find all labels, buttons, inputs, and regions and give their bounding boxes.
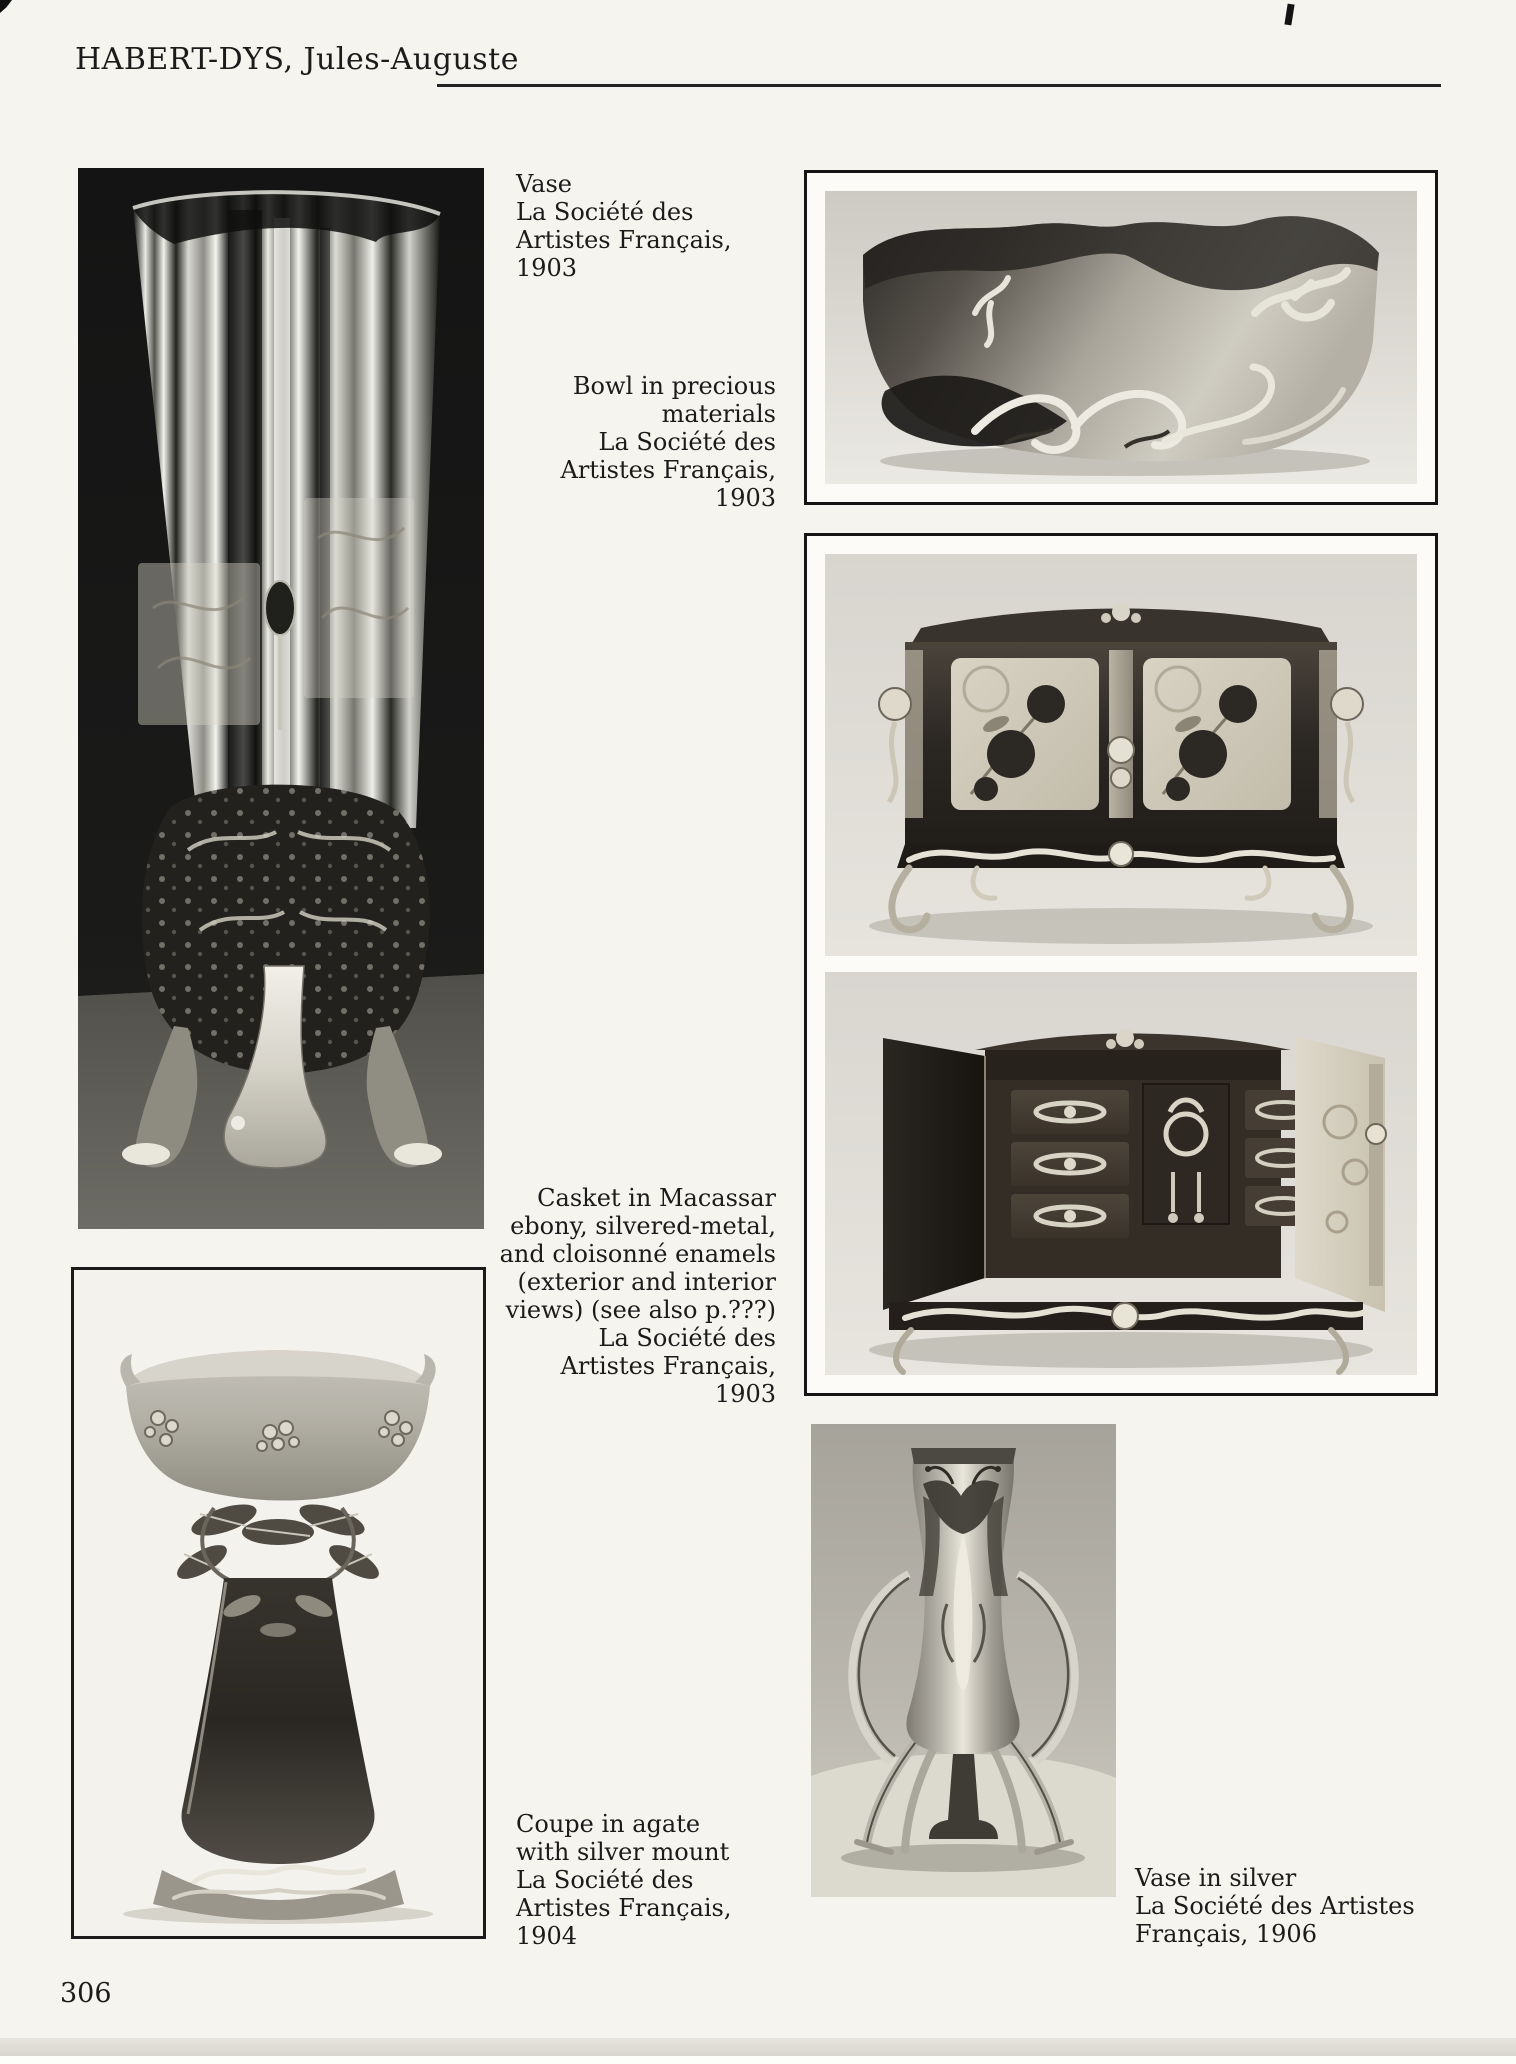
caption-line: La Société des <box>516 198 694 226</box>
caption-coupe <box>516 1810 786 1950</box>
caption-line: Casket in Macassar <box>537 1184 776 1212</box>
silver-vase-photo <box>811 1424 1116 1897</box>
bowl-photo-frame <box>804 170 1438 505</box>
coupe-photo <box>71 1267 486 1939</box>
caption-line: with silver mount <box>516 1838 730 1866</box>
caption-line: views) (see also p.???) <box>505 1296 776 1324</box>
caption-line: La Société des <box>598 428 776 456</box>
casket-photo-frame <box>804 533 1438 1396</box>
caption-line: Artistes Français, <box>516 1894 732 1922</box>
caption-vase <box>516 170 776 282</box>
scan-artifact-bottom-band <box>0 2038 1516 2056</box>
header-rule <box>437 84 1441 87</box>
caption-line: Artistes Français, <box>560 1352 776 1380</box>
casket-photo-stack <box>825 554 1417 1375</box>
caption-line: 1904 <box>516 1922 578 1950</box>
caption-line: materials <box>661 400 776 428</box>
casket-exterior-photo <box>825 554 1417 956</box>
caption-line: Artistes Français, <box>560 456 776 484</box>
caption-line: Français, 1906 <box>1135 1920 1317 1948</box>
caption-line: Coupe in agate <box>516 1810 701 1838</box>
scan-artifact-top-right <box>1284 4 1294 26</box>
caption-line: 1903 <box>516 254 578 282</box>
page-number: 306 <box>60 1978 112 2009</box>
caption-casket <box>450 1184 776 1408</box>
caption-line: 1903 <box>714 484 776 512</box>
scan-artifact-bottom-edge <box>0 2056 1516 2064</box>
casket-interior-photo <box>825 972 1417 1375</box>
caption-line: (exterior and interior <box>517 1268 776 1296</box>
caption-line: and cloisonné enamels <box>499 1240 776 1268</box>
coupe-illustration <box>74 1270 483 1936</box>
silver-vase-illustration <box>811 1424 1116 1897</box>
caption-line: La Société des <box>598 1324 776 1352</box>
scan-artifact-top-left <box>0 0 12 13</box>
casket-interior-illustration <box>825 972 1417 1375</box>
caption-line: Vase <box>516 170 572 198</box>
caption-line: La Société des <box>516 1866 694 1894</box>
casket-exterior-illustration <box>825 554 1417 956</box>
caption-line: Artistes Français, <box>516 226 732 254</box>
vase-illustration <box>78 168 484 1229</box>
caption-line: La Société des Artistes <box>1135 1892 1415 1920</box>
vase-photo <box>78 168 484 1229</box>
caption-bowl <box>486 372 776 512</box>
caption-silver-vase <box>1135 1864 1475 1948</box>
caption-line: Bowl in precious <box>572 372 776 400</box>
caption-line: 1903 <box>714 1380 776 1408</box>
caption-line: Vase in silver <box>1135 1864 1297 1892</box>
bowl-illustration <box>825 191 1417 484</box>
page-title: HABERT-DYS, Jules-Auguste <box>75 42 519 77</box>
caption-line: ebony, silvered-metal, <box>510 1212 776 1240</box>
